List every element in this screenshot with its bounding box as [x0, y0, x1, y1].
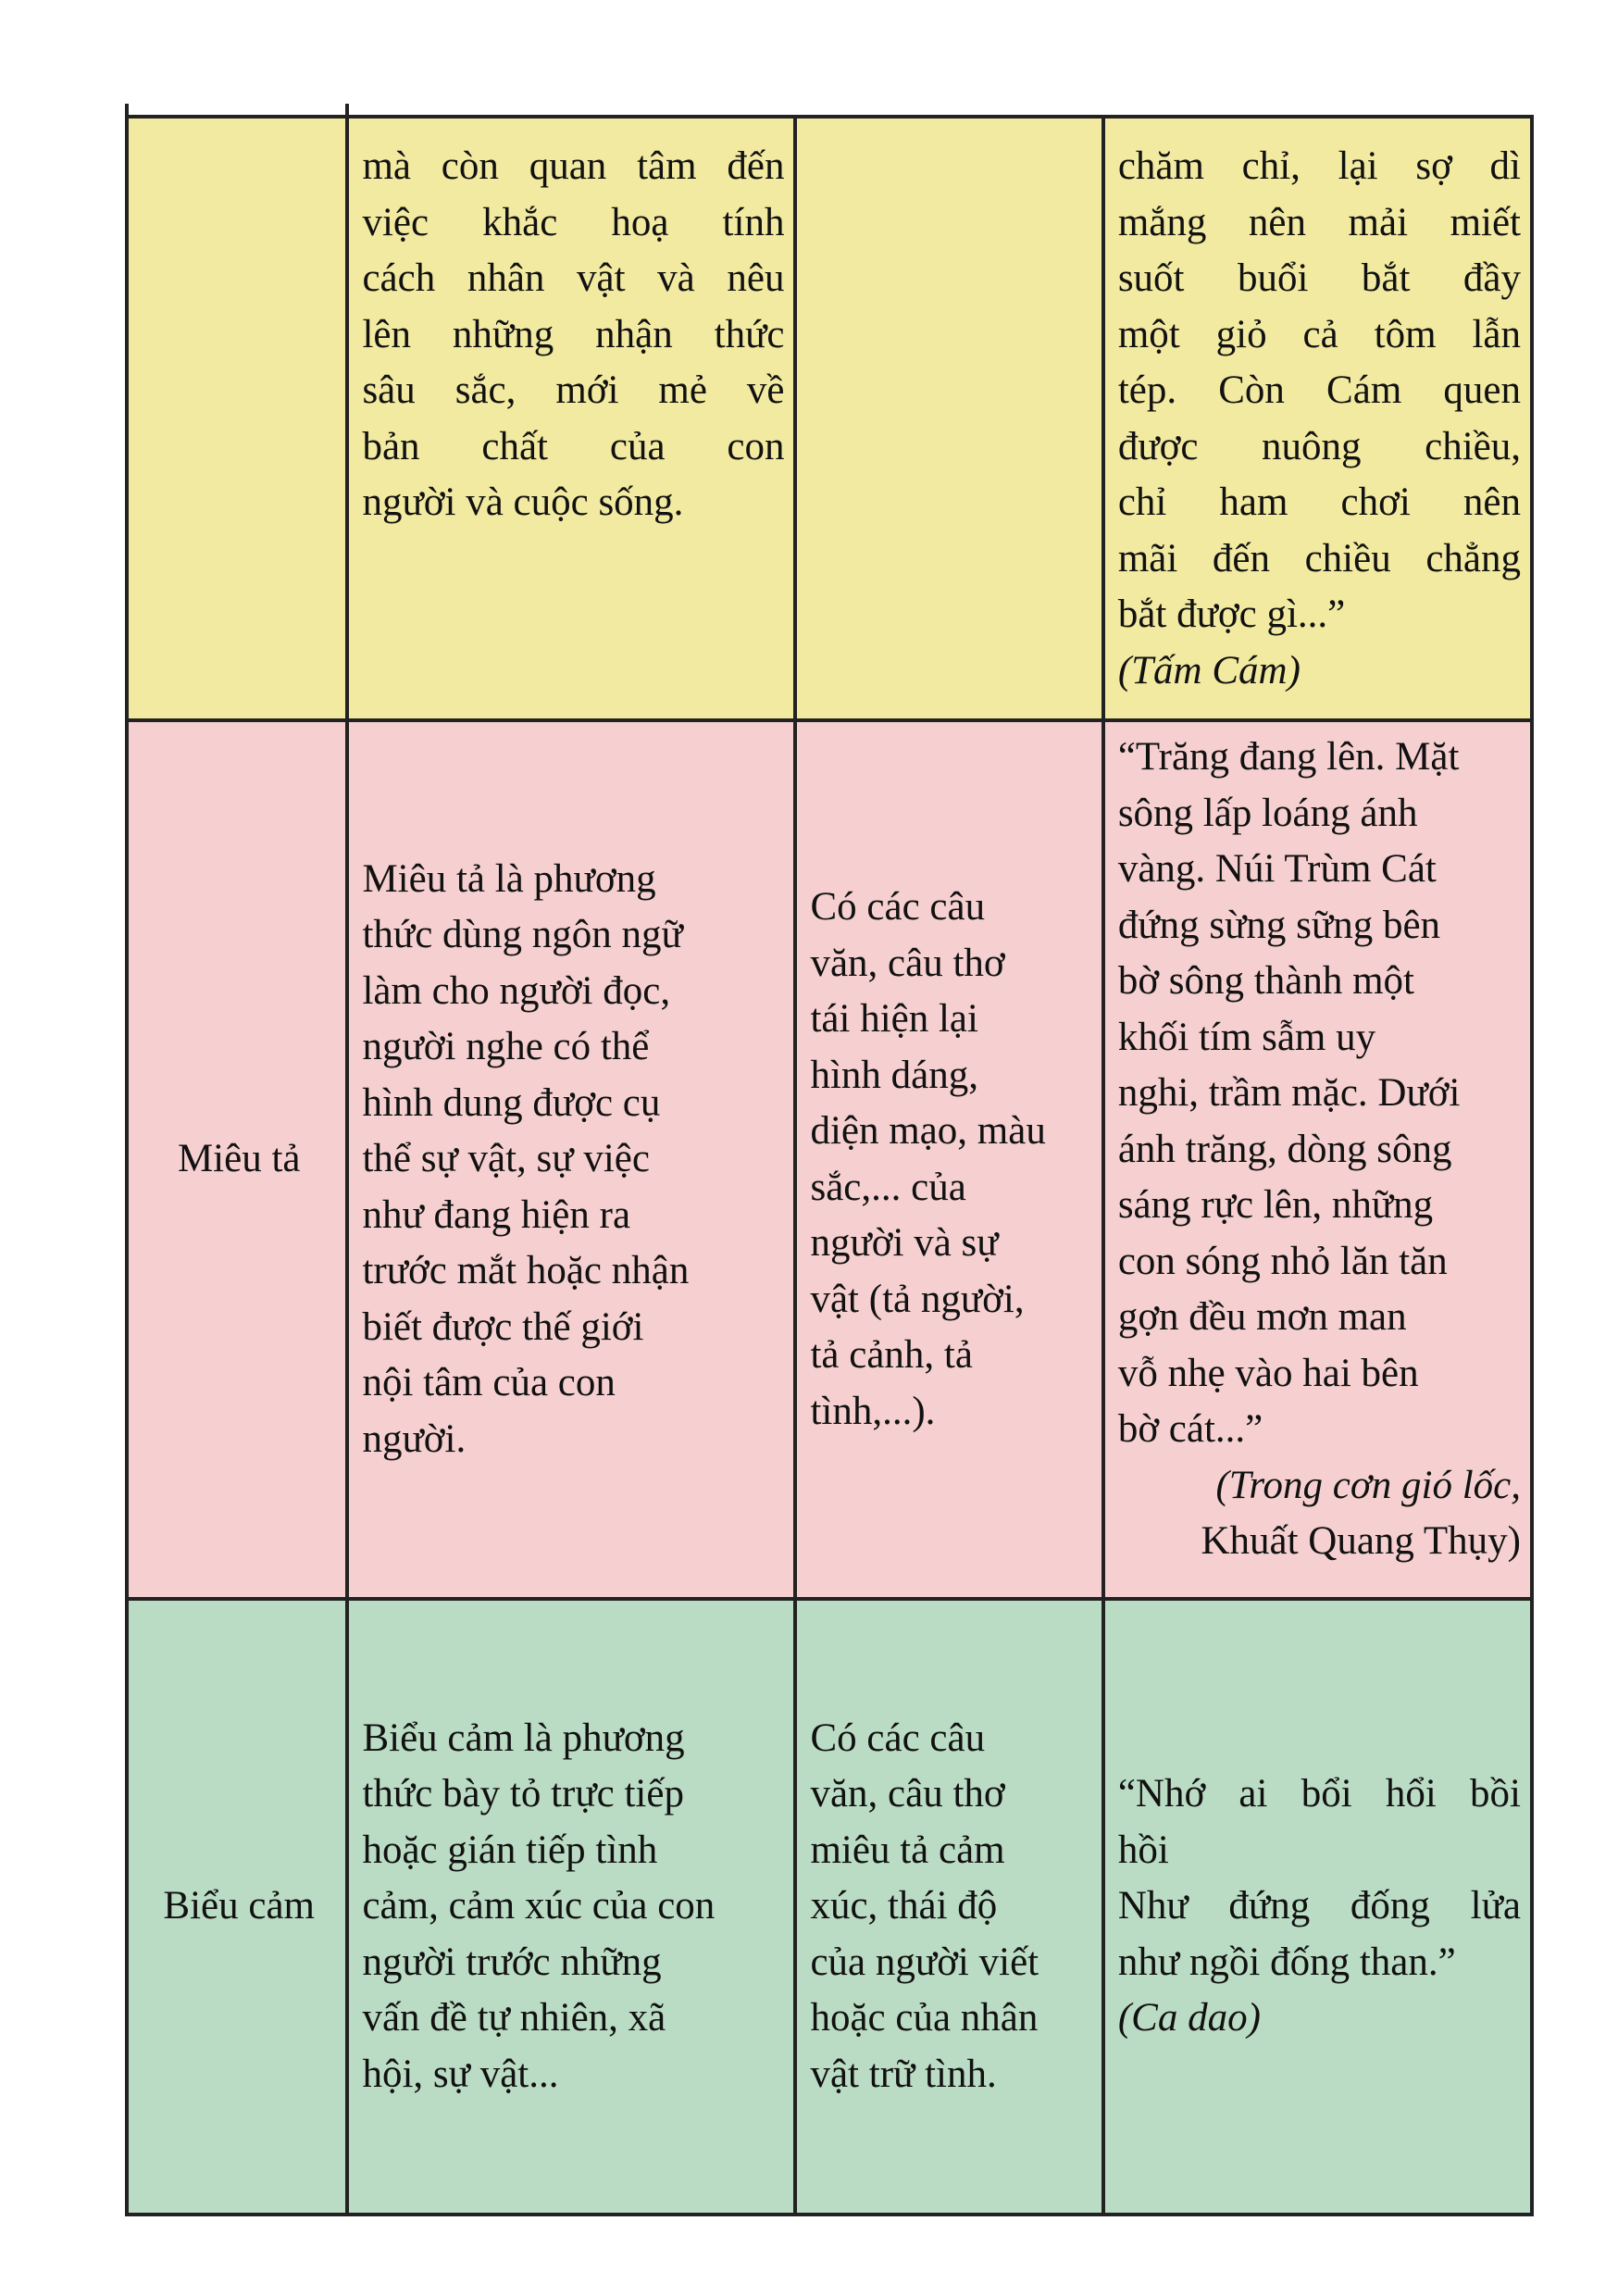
- example-line: được nuông chiều,: [1117, 424, 1521, 468]
- example-line: đứng sừng sững bên: [1117, 903, 1441, 947]
- definition-line: người và cuộc sống.: [362, 480, 684, 524]
- signs-line: văn, câu thơ: [810, 941, 1005, 985]
- definition-line: lên những nhận thức: [362, 312, 785, 356]
- signs-line: tả cảnh, tả: [810, 1333, 973, 1377]
- definition-cell: [347, 720, 795, 1599]
- example-line: vỗ nhẹ vào hai bên: [1117, 1351, 1419, 1395]
- example-line: Như đứng đống lửa: [1117, 1884, 1521, 1928]
- example-line: bắt được gì...”: [1117, 593, 1346, 636]
- example-line: ánh trăng, dòng sông: [1117, 1127, 1452, 1171]
- example-line: bờ cát...”: [1117, 1407, 1263, 1451]
- example-line: mắng nên mải miết: [1117, 200, 1521, 244]
- example-line: “Nhớ ai bổi hổi bồi: [1117, 1772, 1521, 1816]
- definition-cell: [347, 117, 795, 720]
- example-line: bờ sông thành một: [1117, 959, 1414, 1003]
- definition-line: làm cho người đọc,: [362, 968, 671, 1013]
- example-source: (Tấm Cám): [1117, 648, 1301, 693]
- type-cell: [127, 1599, 347, 2215]
- example-cell: [1103, 117, 1532, 720]
- signs-line: tình,...).: [810, 1389, 936, 1433]
- example-line: một giỏ cả tôm lẫn: [1117, 312, 1521, 356]
- example-line: hồi: [1117, 1828, 1169, 1872]
- definition-lines: [362, 139, 784, 531]
- example-line: chăm chỉ, lại sợ dì: [1117, 144, 1521, 188]
- type-label: Biểu cảm: [163, 1884, 316, 1928]
- signs-line: văn, câu thơ: [810, 1772, 1005, 1816]
- definition-line: trước mắt hoặc nhận: [362, 1249, 690, 1293]
- signs-line: Có các câu: [810, 885, 986, 929]
- example-cell: [1103, 720, 1532, 1599]
- example-lines: [1118, 1766, 1521, 1990]
- definition-line: vấn đề tự nhiên, xã: [362, 1996, 666, 2040]
- definition-line: Biểu cảm là phương: [362, 1716, 685, 1760]
- definition-line: sâu sắc, mới mẻ về: [362, 368, 785, 412]
- definition-cell: [347, 1599, 795, 2215]
- example-line: sông lấp loáng ánh: [1117, 791, 1418, 835]
- definition-line: người trước những: [362, 1940, 662, 1984]
- example-line: vàng. Núi Trùm Cát: [1117, 847, 1437, 891]
- example-line: sáng rực lên, những: [1117, 1183, 1434, 1227]
- table-row: [127, 1599, 1532, 2215]
- example-line: tép. Còn Cám quen: [1117, 368, 1521, 412]
- signs-line: xúc, thái độ: [810, 1884, 998, 1928]
- definition-line: việc khắc hoạ tính: [362, 200, 785, 244]
- type-label: Miêu tả: [177, 1137, 301, 1181]
- signs-cell: [795, 720, 1102, 1599]
- definition-line: biết được thế giới: [362, 1304, 644, 1349]
- example-lines: [1118, 139, 1521, 643]
- definition-line: cảm, cảm xúc của con: [362, 1884, 716, 1928]
- example-line: mãi đến chiều chẳng: [1117, 536, 1521, 580]
- example-line: khối tím sẫm uy: [1117, 1015, 1376, 1059]
- definition-line: hoặc gián tiếp tình: [362, 1828, 658, 1872]
- example-sources: [1118, 1458, 1521, 1570]
- definition-lines: [362, 852, 784, 1468]
- example-cell: [1103, 1599, 1532, 2215]
- signs-line: sắc,... của: [810, 1165, 966, 1209]
- definition-line: thức bày tỏ trực tiếp: [362, 1772, 684, 1816]
- definition-line: mà còn quan tâm đến: [362, 144, 785, 188]
- definition-line: cách nhân vật và nêu: [362, 256, 785, 300]
- definition-line: bản chất của con: [362, 424, 785, 468]
- signs-line: vật (tả người,: [810, 1277, 1025, 1321]
- signs-line: hoặc của nhân: [810, 1996, 1039, 2040]
- definition-line: Miêu tả là phương: [362, 856, 656, 901]
- signs-cell: [795, 1599, 1102, 2215]
- signs-line: Có các câu: [810, 1716, 986, 1760]
- signs-line: diện mạo, màu: [810, 1109, 1046, 1153]
- example-source: (Trong cơn gió lốc,: [1215, 1463, 1521, 1507]
- example-line: suốt buổi bắt đầy: [1117, 256, 1521, 300]
- definition-line: hội, sự vật...: [362, 2052, 559, 2096]
- example-source: Khuất Quang Thụy): [1201, 1519, 1521, 1563]
- expression-modes-table: [125, 115, 1534, 2216]
- definition-line: hình dung được cụ: [362, 1080, 661, 1125]
- definition-line: người.: [362, 1416, 467, 1461]
- definition-line: thức dùng ngôn ngữ: [362, 913, 683, 957]
- example-sources: [1118, 1990, 1521, 2047]
- definition-line: nội tâm của con: [362, 1361, 616, 1405]
- signs-line: miêu tả cảm: [810, 1828, 1005, 1872]
- example-lines: [1118, 730, 1521, 1458]
- signs-line: tái hiện lại: [810, 997, 978, 1041]
- example-source: (Ca dao): [1117, 1996, 1261, 2040]
- signs-line: của người viết: [810, 1940, 1039, 1984]
- definition-line: như đang hiện ra: [362, 1192, 631, 1237]
- definition-lines: [362, 1711, 784, 2103]
- signs-line: hình dáng,: [810, 1053, 979, 1097]
- example-line: “Trăng đang lên. Mặt: [1117, 735, 1460, 779]
- definition-line: người nghe có thể: [362, 1025, 650, 1069]
- definition-line: thể sự vật, sự việc: [362, 1137, 650, 1181]
- signs-cell: [795, 117, 1102, 720]
- example-line: nghi, trầm mặc. Dưới: [1117, 1071, 1461, 1115]
- example-sources: [1118, 643, 1521, 700]
- example-line: gợn đều mơn man: [1117, 1295, 1407, 1339]
- example-line: con sóng nhỏ lăn tăn: [1117, 1239, 1448, 1283]
- type-cell: [127, 720, 347, 1599]
- signs-line: người và sự: [810, 1221, 999, 1265]
- signs-lines: [810, 880, 1091, 1440]
- table-row: [127, 720, 1532, 1599]
- signs-lines: [810, 1711, 1091, 2103]
- example-line: chỉ ham chơi nên: [1117, 480, 1521, 524]
- table-row: [127, 117, 1532, 720]
- example-line: như ngồi đống than.”: [1117, 1940, 1456, 1984]
- signs-line: vật trữ tình.: [810, 2052, 997, 2096]
- type-cell: [127, 117, 347, 720]
